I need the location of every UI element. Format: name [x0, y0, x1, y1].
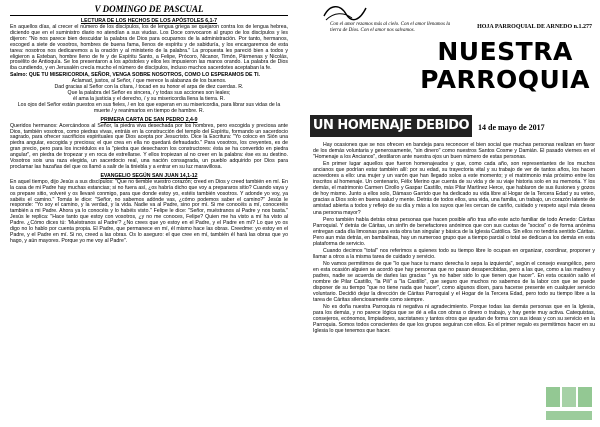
section-title: V DOMINGO DE PASCUAL	[94, 4, 204, 14]
reading1-text: En aquellos días, al crecer el número de los discípulos, los de lengua griega se quejaron contra los de lengua hebrea, diciendo que en el suministro diario no atendían a sus viudas. Los Doce convocaron al grupo de los discípulos y les dijeron: "No nos parece bien descuidar la palabra de Dios para ocuparnos de la administración. Por tanto, hermanos, escoged a siete de vosotros, hombres de buena fama, llenos de espíritu y de sabiduría, y los encargaremos de esta tarea: nosotros nos dedicaremos a la oración y al ministerio de la palabra." La propuesta les pareció bien a todos y eligieron a Esteban, hombre lleno de fe y de Espíritu Santo, a Felipe, Prócoro, Nicanor, Timón, Pármenas y Nicolás, prosélito de Antioquía. Se los presentaron a los apóstoles y ellos les impusieron las manos orando. La palabra de Dios iba cundiendo, y en Jerusalén crecía mucho el número de discípulos, incluso muchos sacerdotes aceptaban la fe.	[10, 24, 288, 72]
issue-date: 14 de mayo de 2017	[478, 123, 545, 132]
article-paragraph: Cuando decimos "total" nos referimos a quienes todo su tiempo libre lo ocupan en organizar, coordinar, proponer y llamar a otros a la misma tarea de cuidado y servicio.	[313, 247, 595, 260]
rioja-watermark-icon	[542, 383, 596, 423]
psalm-line: Los ojos del Señor están puestos en sus fieles, / en los que esperan en su misericordia, para librar sus vidas de la muerte / y reanimarlos en tiempo de hambre. R.	[17, 101, 281, 114]
article-banner: UN HOMENAJE DEBIDO	[310, 115, 472, 137]
parish-logo-icon	[320, 2, 368, 22]
brand-title	[420, 38, 590, 94]
article-paragraph: No es doña nuestra Parroquia ni negativa ni agradecimiento. Porque todas las demás personas que en la Iglesia, para los demás, y no parece lógica que se dé a ella con obras o dinero o trabajo, y hay gente muy activa. Catequistas, consejeros, ecónomos, limpiadores, sacristanes y tantos otros que ayudan de forma con sus ideas y con su servicio en la Parroquia. Somos todos conscientes de que los grupos seguiran con ellos. Es el primer regalo es permitirnos hacer en su Iglesia lo que tenemos que hacer.	[313, 304, 595, 335]
brand-line1: NUESTRA	[437, 37, 573, 66]
article-paragraph: En primer lugar aquellos que fueron homenajeados y que, como cada año, son representantes de los muchos ancianos que podrían estar también allí: por su edad, su trayectoria vital y su trabajo de ver de tantos años, los hacen acreedores a ello: una mujer y un varón que han llegado solos a este momento; y el matrimonio más próximo entre los inscritos al homenaje. Un centenario, Félix Merino que cuenta de su vida y de su viaje historia solo en su memoria. Y los demás, el matrimonio Carmen Cirollo y Gaspar Castillo, más Pilar Martínez Herce, que hablaron de sus ilusiones y gozos de hoy mismo. Junto a ellos solo, Dámaso Garrido que ha dedicado su vida libre al Hogar de la Tercera Edad y su veteo, gracias a Dios solo en buena salud y mente. Detrás de todos ellos, una vida, una familia, un trabajo, un corazón latente de amistad abierta a todos y reflejo de su día y más a los suyos que les cercan de cariño, cuidado y respeto aquí más desea una persona mayor?	[313, 161, 595, 216]
psalm-line: Que la palabra del Señor es sincera, / y todas sus acciones son leales;	[67, 89, 231, 96]
psalm-line: Aclamad, justos, al Señor, / que merece la alabanza de los buenos.	[71, 78, 227, 85]
reading2-heading: PRIMERA CARTA DE SAN PEDRO 2,4-9	[100, 116, 198, 123]
psalm-line: él ama la justicia y el derecho, / y su misericordia llena la tierra. R.	[73, 95, 225, 102]
reading2-text: Queridos hermanos: Acercándoos al Señor, la piedra viva desechada por los hombres, pero escogida y preciosa ante Dios, también vosotros, como piedras vivas, entráis en la construcción del templo del Espíritu, formando un sacerdocio sagrado, para ofrecer sacrificios espirituales que Dios acepta por Jesucristo. Dice la Escritura: "Yo coloco en Sión una piedra angular, escogida y preciosa; el que crea en ella no quedará defraudado." Para vosotros, los creyentes, es de gran precio, pero para los incrédulos es la "piedra que desecharon los constructores: ésta se ha convertido en piedra angular", en piedra de tropezar y en roca de estrellarse. Y ellos tropiezan al no creer en la palabra: ése es su destino. Vosotros sois una raza elegida, un sacerdocio real, una nación consagrada, un pueblo adquirido por Dios para proclamar las hazañas del que os llamó a salir de la tiniebla y a entrar en su luz maravillosa.	[10, 122, 288, 170]
psalm-line: Dad gracias al Señor con la cítara, / tocad en su honor el arpa de diez cuerdas. R.	[54, 84, 244, 91]
article-paragraph: Pero también había detrás otras personas que hacen posible año tras año este acto familiar de todo Arnedo: Cáritas Parroquial. Y detrás de Cáritas, un sinfín de benefactores anónimos que con sus cuotas de "socios" o de forma anónima entregan cada día limosnas para esta obra tan singular y básica de la Iglesia Católica. Sin ellos no tendría sentido Cáritas. Pero aun más detrás, en bambalinas, hay un numeroso grupo que a tiempo parcial o total se dedican a los demás en esta plataforma de servicio.	[313, 216, 595, 247]
article-paragraph: Hay ocasiones que se nos ofrecen en bandeja para reconocer el bien social que muchas personas realizan en favor de los demás voluntaria y generosamente, "sin dinero" como nuestros Santos Cosme y Damián. El pasado viernes en el "Homenaje a los Ancianos", destilaron ante nuestra ojos un buen número de estas personas.	[313, 142, 595, 161]
reading1-heading: LECTURA DE LOS HECHOS DE LOS APÓSTOLES 6,1-7	[80, 18, 218, 24]
bulletin-header	[310, 2, 592, 33]
brand-line2: PARROQUIA	[420, 65, 590, 94]
bulletin-issue: HOJA PARROQUIAL DE ARNEDO n.1.277	[477, 24, 592, 30]
gospel-text: En aquel tiempo, dijo Jesús a sus discípulos: "Que no tiemble vuestro corazón; creed en Dios y creed también en mí. En la casa de mi Padre hay muchas estancias; si no fuera así, ¿os habría dicho que voy a prepararos sitio? Cuando vaya y os prepare sitio, volveré y os llevaré conmigo, para que donde estoy yo, estéis también vosotros. Y adonde yo voy, ya sabéis el camino." Tomás le dice: "Señor, no sabemos adónde vas, ¿cómo podemos saber el camino?" Jesús le responde: "Yo soy el camino, y la verdad, y la vida. Nadie va al Padre, sino por mí. Si me conocéis a mí, conoceréis también a mi Padre. Ahora ya lo conocéis y lo habéis visto." Felipe le dice: "Señor, muéstranos al Padre y nos basta." Jesús le replica: "Hace tanto que estoy con vosotros, ¿y no me conoces, Felipe? Quien me ha visto a mí ha visto al Padre. ¿Cómo dices tú: 'Muéstranos al Padre'? ¿No crees que yo estoy en el Padre, y el Padre en mí? Lo que yo os digo no lo hablo por cuenta propia. El Padre, que permanece en mí, él mismo hace las obras. Creedme: yo estoy en el Padre, y el Padre en mí. Si no, creed a las obras. Os lo aseguro: el que cree en mí, también él hará las obras que yo hago, y aún mayores. Porque yo me voy al Padre".	[10, 178, 288, 244]
divider	[10, 15, 288, 16]
gospel-heading: EVANGELIO SEGÚN SAN JUAN 14,1-12	[100, 172, 198, 179]
article-paragraph: No vamos permitirnos de que "lo que hace tu mano derecha lo sepa la izquierda", según el consejo evangélico, pero en esta ocasión alguien se acordó que hay personas que no pasan desapercibidas, pero a las que, como a las madres y padres, nadie se acuerda de darles las gracias " ya no haber sido lo que tienen que hacer". En esta ocasión salió el nombre de Pilar Castillo, "la Pili" a "la Castillo", que seguro que muchos no sabemos de la labor con que se puede disponer de su tiempo "que no tiene nada que hacer", como algunos dicen, para hacerse presente en cualquier servicio voluntario. Decidió dejar la dirección de Cáritas Parroquial y el Hogar de la Tercera Edad, pero todo su tiempo libre a la tarea de Cáritas silenciosamente como siempre.	[313, 260, 595, 304]
article-body	[313, 142, 595, 335]
psalm-response: Salmo: QUE TU MISERICORDIA, SEÑOR, VENGA SOBRE NOSOTROS, COMO LO ESPERAMOS DE TI.	[10, 72, 260, 79]
motto: Con el amor rezamos más al cielo. Con el amor llenamos la tierra de Dios. Con el amor nos salvamos.	[330, 22, 451, 33]
